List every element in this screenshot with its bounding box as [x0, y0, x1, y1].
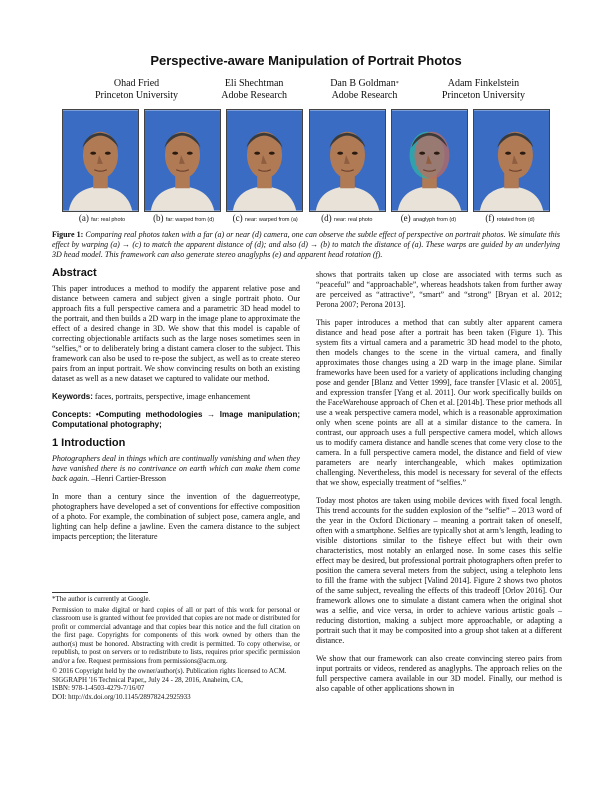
figure-1-panel-labels [62, 213, 550, 223]
epigraph-quote: Photographers deal in things which are continually vanishing and when they have vanished there is no contrivance on earth which can make them come back again. –Henri Cartier-Bresson [52, 454, 300, 483]
introduction-heading: 1 Introduction [52, 437, 126, 449]
author-name: Dan B Goldman* [330, 78, 399, 89]
figure-1-photos [62, 109, 550, 212]
portrait-photo-f-rotated [473, 109, 550, 212]
panel-label-d: (d) near: real photo [321, 213, 373, 223]
author-name: Eli Shechtman [224, 78, 284, 89]
doi: DOI: http://dx.doi.org/10.1145/2897824.2925933 [52, 692, 191, 701]
paper-title: Perspective-aware Manipulation of Portrait Photos [150, 53, 462, 68]
introduction-text: In more than a century since the invention of the daguerreotype, photographers have developed a set of conventions for effective composition of a photo. For example, the combination of subject pose, camera angle, and lighting can help define a jawline. Even the camera distance to the subject impacts perception; the literature [52, 492, 300, 541]
author-footnote: *The author is currently at Google. [52, 595, 151, 603]
keywords: Keywords: faces, portraits, perspective, image enhancement [52, 392, 251, 401]
isbn: ISBN: 978-1-4503-4279-7/16/07 [52, 684, 145, 692]
right-column [316, 270, 562, 702]
author-list [95, 78, 525, 102]
author-affiliation: Adobe Research [331, 90, 398, 101]
figure-caption-text: Comparing real photos taken with a far (a) or near (d) camera, one can observe the subtle effect of perspective on portrait photos. We simulate this effect by warping (a) → (c) to match the apparent distance of (d); and also (d) → (b) to match the distance of (a). These warps are guided by an underlying 3D head model. This framework can also generate stereo anaglyphs (e) and apparent head rotation (f). [52, 230, 561, 259]
panel-label-b: (b) far: warped from (d) [153, 213, 215, 223]
panel-label-c: (c) near: warped from (a) [232, 213, 298, 223]
body-paragraph: shows that portraits taken up close are associated with terms such as “peaceful” and “approachable”, whereas headshots taken from further away are perceived as “attractive”, “smart” and “strong” [Bryan et al. 2012; Perona 2007; Perona 2013]. [316, 270, 562, 309]
author-name: Adam Finkelstein [447, 78, 520, 89]
author-3 [330, 78, 399, 102]
footnote-rule [52, 592, 148, 593]
portrait-photo-d [309, 109, 386, 212]
portrait-photo-e-anaglyph [391, 109, 468, 212]
author-footnote-mark: * [395, 81, 399, 87]
author-affiliation: Princeton University [441, 90, 525, 101]
figure-1-caption [52, 230, 560, 260]
panel-label-e: (e) anaglyph from (d) [400, 213, 457, 223]
permission-notice: Permission to make digital or hard copies of all or part of this work for personal or classroom use is granted without fee provided that copies are not made or distributed for profit or commercial advantage and that copies bear this notice and the full citation on the first page. Copyrights for components of this work owned by others than the author(s) must be honored. Abstracting with credit is permitted. To copy otherwise, or republish, to post on servers or to redistribute to lists, requires prior specific permission and/or a fee. Request permissions from permissions@acm.org. [52, 605, 300, 665]
copyright-notice: © 2016 Copyright held by the owner/author(s). Publication rights licensed to ACM. [52, 667, 287, 675]
ccs-concepts: Concepts: •Computing methodologies → Image manipulation; Computational photography; [52, 410, 300, 429]
conference-info: SIGGRAPH '16 Technical Paper,, July 24 - 28, 2016, Anaheim, CA, [52, 675, 243, 684]
abstract-heading: Abstract [52, 267, 97, 279]
left-column [52, 268, 300, 550]
portrait-photo-c [226, 109, 303, 212]
panel-label-f: (f) rotated from (d) [485, 213, 535, 223]
author-affiliation: Adobe Research [221, 90, 288, 101]
panel-label-a: (a) far: real photo [78, 213, 126, 223]
author-affiliation: Princeton University [95, 90, 179, 101]
footnote-block [52, 592, 300, 701]
body-paragraph: This paper introduces a method that can subtly alter apparent camera distance and head pose after a portrait has been taken (Figure 1). This system fits a virtual camera and a parametric 3D head model to the photo, then models changes to the scene in the virtual camera, and finally approximates those changes using a 2D warp in the image plane. Similar frameworks have been used for a variety of applications including changing pose and gender [Blanz and Vetter 1999], face transfer [Vlasic et al. 2005], and expression transfer [Yang et al. 2011]. Our work specifically builds on the FaceWarehouse approach of Chen et al. [2014b]. These prior methods all use a weak perspective camera model, which is a reasonable approximation only when scene points are all at a similar distance to the camera. In contrast, our approach uses a full perspective camera model, which allows us to modify camera distance and handle scenes that come very close to the camera. In a full perspective camera model, the distance and field of view parameters are nearly interchangeable, which makes optimization challenging. Nevertheless, this model is necessary for several of the effects that we show, especially treatment of “selfies.” [316, 318, 562, 487]
body-paragraph: We show that our framework can also create convincing stereo pairs from input portraits or videos, rendered as anaglyphs. The approach relies on the full perspective camera available in our 3D model. Finally, our method is also capable of other applications shown in [316, 654, 562, 693]
abstract-text: This paper introduces a method to modify the apparent relative pose and distance between camera and subject given a single portrait photo. Our approach fits a full perspective camera and a parametric 3D head model to the portrait, and then builds a 2D warp in the image plane to approximate the effect of a desired change in 3D. We show that this model is capable of correcting objectionable artifacts such as the large noses sometimes seen in “selfies,” or to deliberately bring a distant camera closer to the subject. This framework can also be used to re-pose the subject, as well as to create stereo pairs from an input portrait. We show convincing results on both an existing dataset as well as a new dataset we captured to validate our method. [52, 284, 300, 383]
portrait-photo-a [62, 109, 139, 212]
author-4 [442, 78, 525, 102]
author-name: Ohad Fried [113, 78, 160, 89]
author-2 [221, 78, 287, 102]
body-paragraph: Today most photos are taken using mobile devices with fixed focal length. This trend accounts for the sudden explosion of the “selfie” – 2013 word of the year in the Oxford Dictionary – meaning a portrait taken of oneself, often with a smartphone. Selfies are typically shot at arm’s length, leading to visible distortions similar to the fisheye effect but with their own characteristics, most notably an enlarged nose. In some cases this selfie effect may be desired, but professional portrait photographers often prefer to position the camera several meters from the subject, using a telephoto lens to fill the frame with the subject [Valind 2014]. Figure 2 shows two photos of the same subject, revealing the effects of this tradeoff [Orlov 2016]. Our framework allows one to simulate a distant camera when the original shot was a selfie, and vice versa, in order to achieve various artistic goals – reducing distortion, making a subject more approachable, or adapting a portrait such that it may be composited into a group shot taken at a different distance. [316, 496, 562, 645]
portrait-photo-b [144, 109, 221, 212]
author-1 [95, 78, 178, 102]
figure-caption-label: Figure 1: [52, 230, 84, 239]
